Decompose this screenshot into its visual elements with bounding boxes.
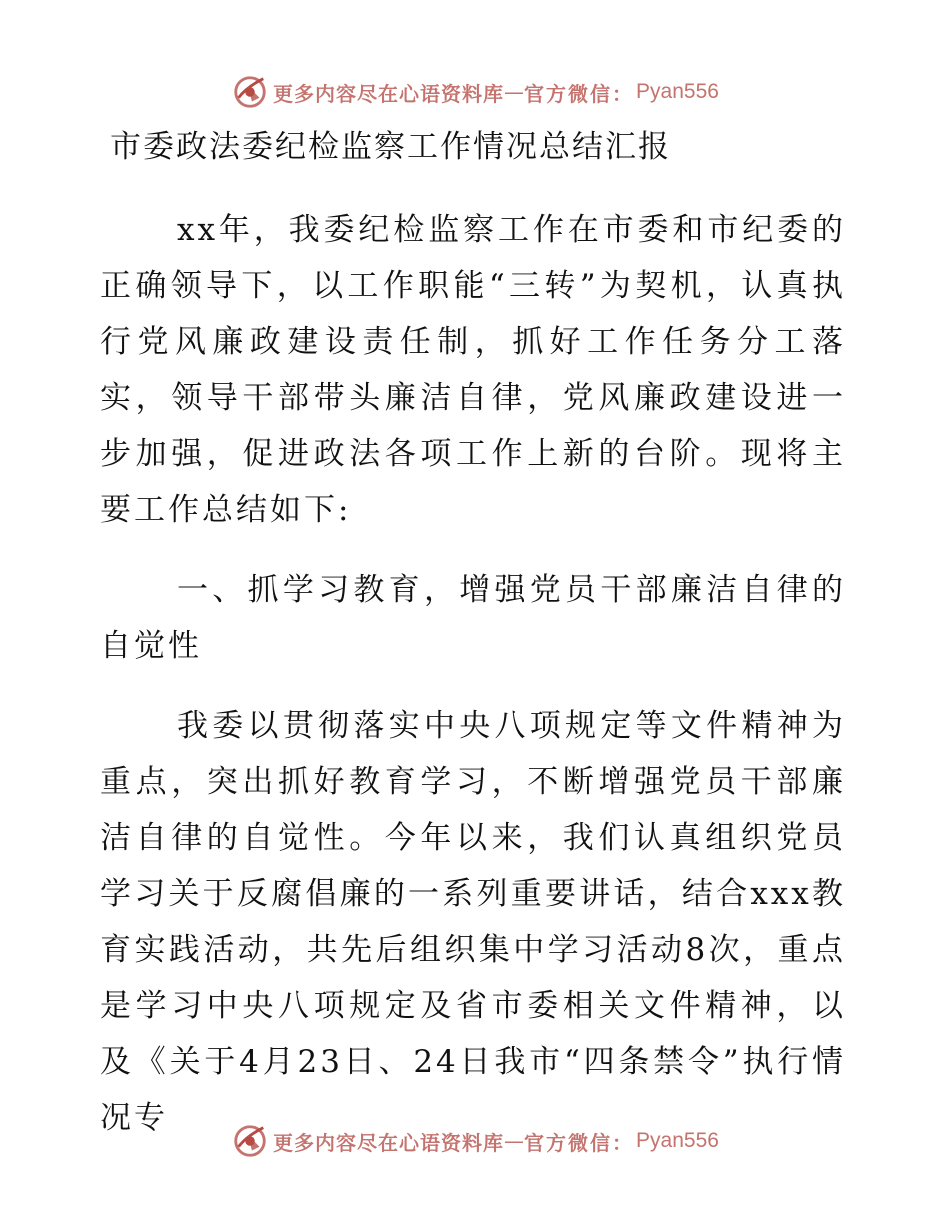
wechat-id: Pyan556 bbox=[636, 80, 719, 103]
wechat-id: Pyan556 bbox=[636, 1129, 719, 1152]
header-banner bbox=[0, 72, 950, 112]
wechat-label: 官方微信： bbox=[524, 81, 635, 106]
banner-slogan: 更多内容尽在心语资料库 bbox=[273, 81, 505, 106]
wechat-label: 官方微信： bbox=[524, 1130, 635, 1155]
document-title: 市委政法委纪检监察工作情况总结汇报 bbox=[110, 129, 671, 165]
document-body bbox=[100, 122, 846, 1146]
banner-separator: — bbox=[504, 80, 525, 104]
logo-icon bbox=[231, 1122, 269, 1160]
banner-slogan: 更多内容尽在心语资料库 bbox=[273, 1130, 505, 1155]
body-paragraph: 我委以贯彻落实中央八项规定等文件精神为重点，突出抓好教育学习，不断增强党员干部廉洁自律的自觉性。今年以来，我们认真组织党员学习关于反腐倡廉的一系列重要讲话，结合xxx教育实践活动，共先后组织集中学习活动8次，重点是学习中央八项规定及省市委相关文件精神，以及《关于4月23日、24日我市“四条禁令”执行情况专 bbox=[100, 708, 846, 1136]
section-heading: 一、抓学习教育，增强党员干部廉洁自律的自觉性 bbox=[100, 572, 846, 664]
intro-paragraph: xx年，我委纪检监察工作在市委和市纪委的正确领导下，以工作职能“三转”为契机，认真执行党风廉政建设责任制，抓好工作任务分工落实，领导干部带头廉洁自律，党风廉政建设进一步加强，促进政法各项工作上新的台阶。现将主要工作总结如下: bbox=[100, 212, 846, 528]
footer-banner bbox=[0, 1121, 950, 1161]
logo-icon bbox=[231, 73, 269, 111]
banner-separator: — bbox=[504, 1129, 525, 1153]
